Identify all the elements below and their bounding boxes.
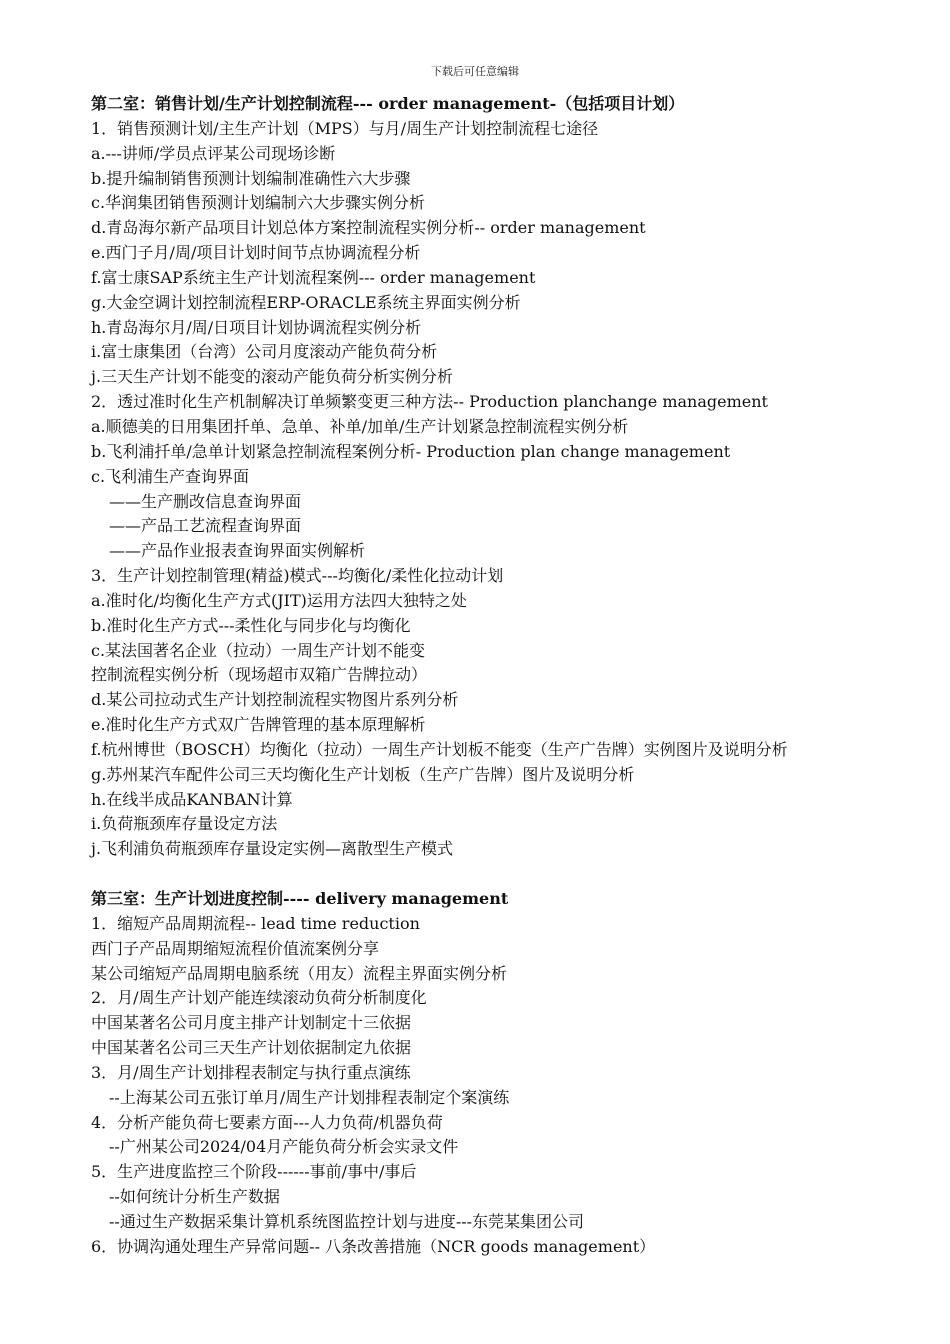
section-2-item: f.富士康SAP系统主生产计划流程案例--- order management <box>91 267 536 287</box>
section-2-item: c.飞利浦生产查询界面 <box>91 466 250 486</box>
section-2-title: 第二室：销售计划/生产计划控制流程--- order management-（包括项目计划） <box>91 94 685 113</box>
section-2-item: d.青岛海尔新产品项目计划总体方案控制流程实例分析-- order management <box>91 218 646 238</box>
section-spacer <box>91 862 871 887</box>
section-2-item: d.某公司拉动式生产计划控制流程实物图片系列分析 <box>91 690 459 710</box>
section-2-item: e.准时化生产方式双广告牌管理的基本原理解析 <box>91 715 426 735</box>
section-2-item: g.苏州某汽车配件公司三天均衡化生产计划板（生产广告牌）图片及说明分析 <box>91 764 635 784</box>
section-3-item: 1．缩短产品周期流程-- lead time reduction <box>91 913 420 933</box>
section-3-item: 西门子产品周期缩短流程价值流案例分享 <box>91 938 380 958</box>
section-2-item: j.飞利浦负荷瓶颈库存量设定实例—离散型生产模式 <box>91 839 454 859</box>
document-body <box>91 92 871 1260</box>
section-3-subitem: --如何统计分析生产数据 <box>109 1187 280 1207</box>
section-2-subitem: ——生产删改信息查询界面 <box>109 491 302 511</box>
section-3-item: 某公司缩短产品周期电脑系统（用友）流程主界面实例分析 <box>91 963 508 983</box>
section-2-item: 3．生产计划控制管理(精益)模式---均衡化/柔性化拉动计划 <box>91 566 504 586</box>
section-2-subitem: ——产品作业报表查询界面实例解析 <box>109 541 366 561</box>
section-3-item: 中国某著名公司月度主排产计划制定十三依据 <box>91 1013 412 1033</box>
section-3-item: 6．协调沟通处理生产异常问题-- 八条改善措施（NCR goods management） <box>91 1236 656 1256</box>
page-header: 下载后可任意编辑 <box>431 65 519 78</box>
section-2-item: a.顺德美的日用集团扦单、急单、补单/加单/生产计划紧急控制流程实例分析 <box>91 416 629 436</box>
section-3-title: 第三室：生产计划进度控制---- delivery management <box>91 889 509 908</box>
section-2-item: b.提升编制销售预测计划编制准确性六大步骤 <box>91 168 411 188</box>
section-3-item: 5．生产进度监控三个阶段------事前/事中/事后 <box>91 1162 417 1182</box>
section-3-item: 中国某著名公司三天生产计划依据制定九依据 <box>91 1038 412 1058</box>
section-2-item: e.西门子月/周/项目计划时间节点协调流程分析 <box>91 243 421 263</box>
section-2-item: b.飞利浦扦单/急单计划紧急控制流程案例分析- Production plan change management <box>91 441 731 461</box>
section-3-item: 2．月/周生产计划产能连续滚动负荷分析制度化 <box>91 988 427 1008</box>
section-2-item: i.富士康集团（台湾）公司月度滚动产能负荷分析 <box>91 342 438 362</box>
section-2-item: 1．销售预测计划/主生产计划（MPS）与月/周生产计划控制流程七途径 <box>91 118 599 138</box>
section-2-item: c.华润集团销售预测计划编制六大步骤实例分析 <box>91 193 426 213</box>
section-2-item: i.负荷瓶颈库存量设定方法 <box>91 814 278 834</box>
section-2-item: c.某法国著名企业（拉动）一周生产计划不能变 <box>91 640 426 660</box>
section-2-subitem: ——产品工艺流程查询界面 <box>109 516 302 536</box>
section-3-item: 4．分析产能负荷七要素方面---人力负荷/机器负荷 <box>91 1112 443 1132</box>
section-2-item: j.三天生产计划不能变的滚动产能负荷分析实例分析 <box>91 367 454 387</box>
section-2-item: b.准时化生产方式---柔性化与同步化与均衡化 <box>91 615 411 635</box>
section-2-item: 控制流程实例分析（现场超市双箱广告牌拉动） <box>91 665 428 685</box>
section-2-item: f.杭州博世（BOSCH）均衡化（拉动）一周生产计划板不能变（生产广告牌）实例图片及说明分析 <box>91 739 788 759</box>
section-2-item: a.准时化/均衡化生产方式(JIT)运用方法四大独特之处 <box>91 590 467 610</box>
section-2-item: g.大金空调计划控制流程ERP-ORACLE系统主界面实例分析 <box>91 292 521 312</box>
section-3-subitem: --广州某公司2024/04月产能负荷分析会实录文件 <box>109 1137 459 1157</box>
section-2-item: h.青岛海尔月/周/日项目计划协调流程实例分析 <box>91 317 422 337</box>
section-2-item: a.---讲师/学员点评某公司现场诊断 <box>91 143 336 163</box>
section-3-item: 3．月/周生产计划排程表制定与执行重点演练 <box>91 1062 411 1082</box>
section-2-item: 2．透过准时化生产机制解决订单频繁变更三种方法-- Production planchange management <box>91 392 768 412</box>
section-3-subitem: --通过生产数据采集计算机系统图监控计划与进度---东莞某集团公司 <box>109 1211 585 1231</box>
section-3-subitem: --上海某公司五张订单月/周生产计划排程表制定个案演练 <box>109 1087 510 1107</box>
section-2-item: h.在线半成品KANBAN计算 <box>91 789 293 809</box>
